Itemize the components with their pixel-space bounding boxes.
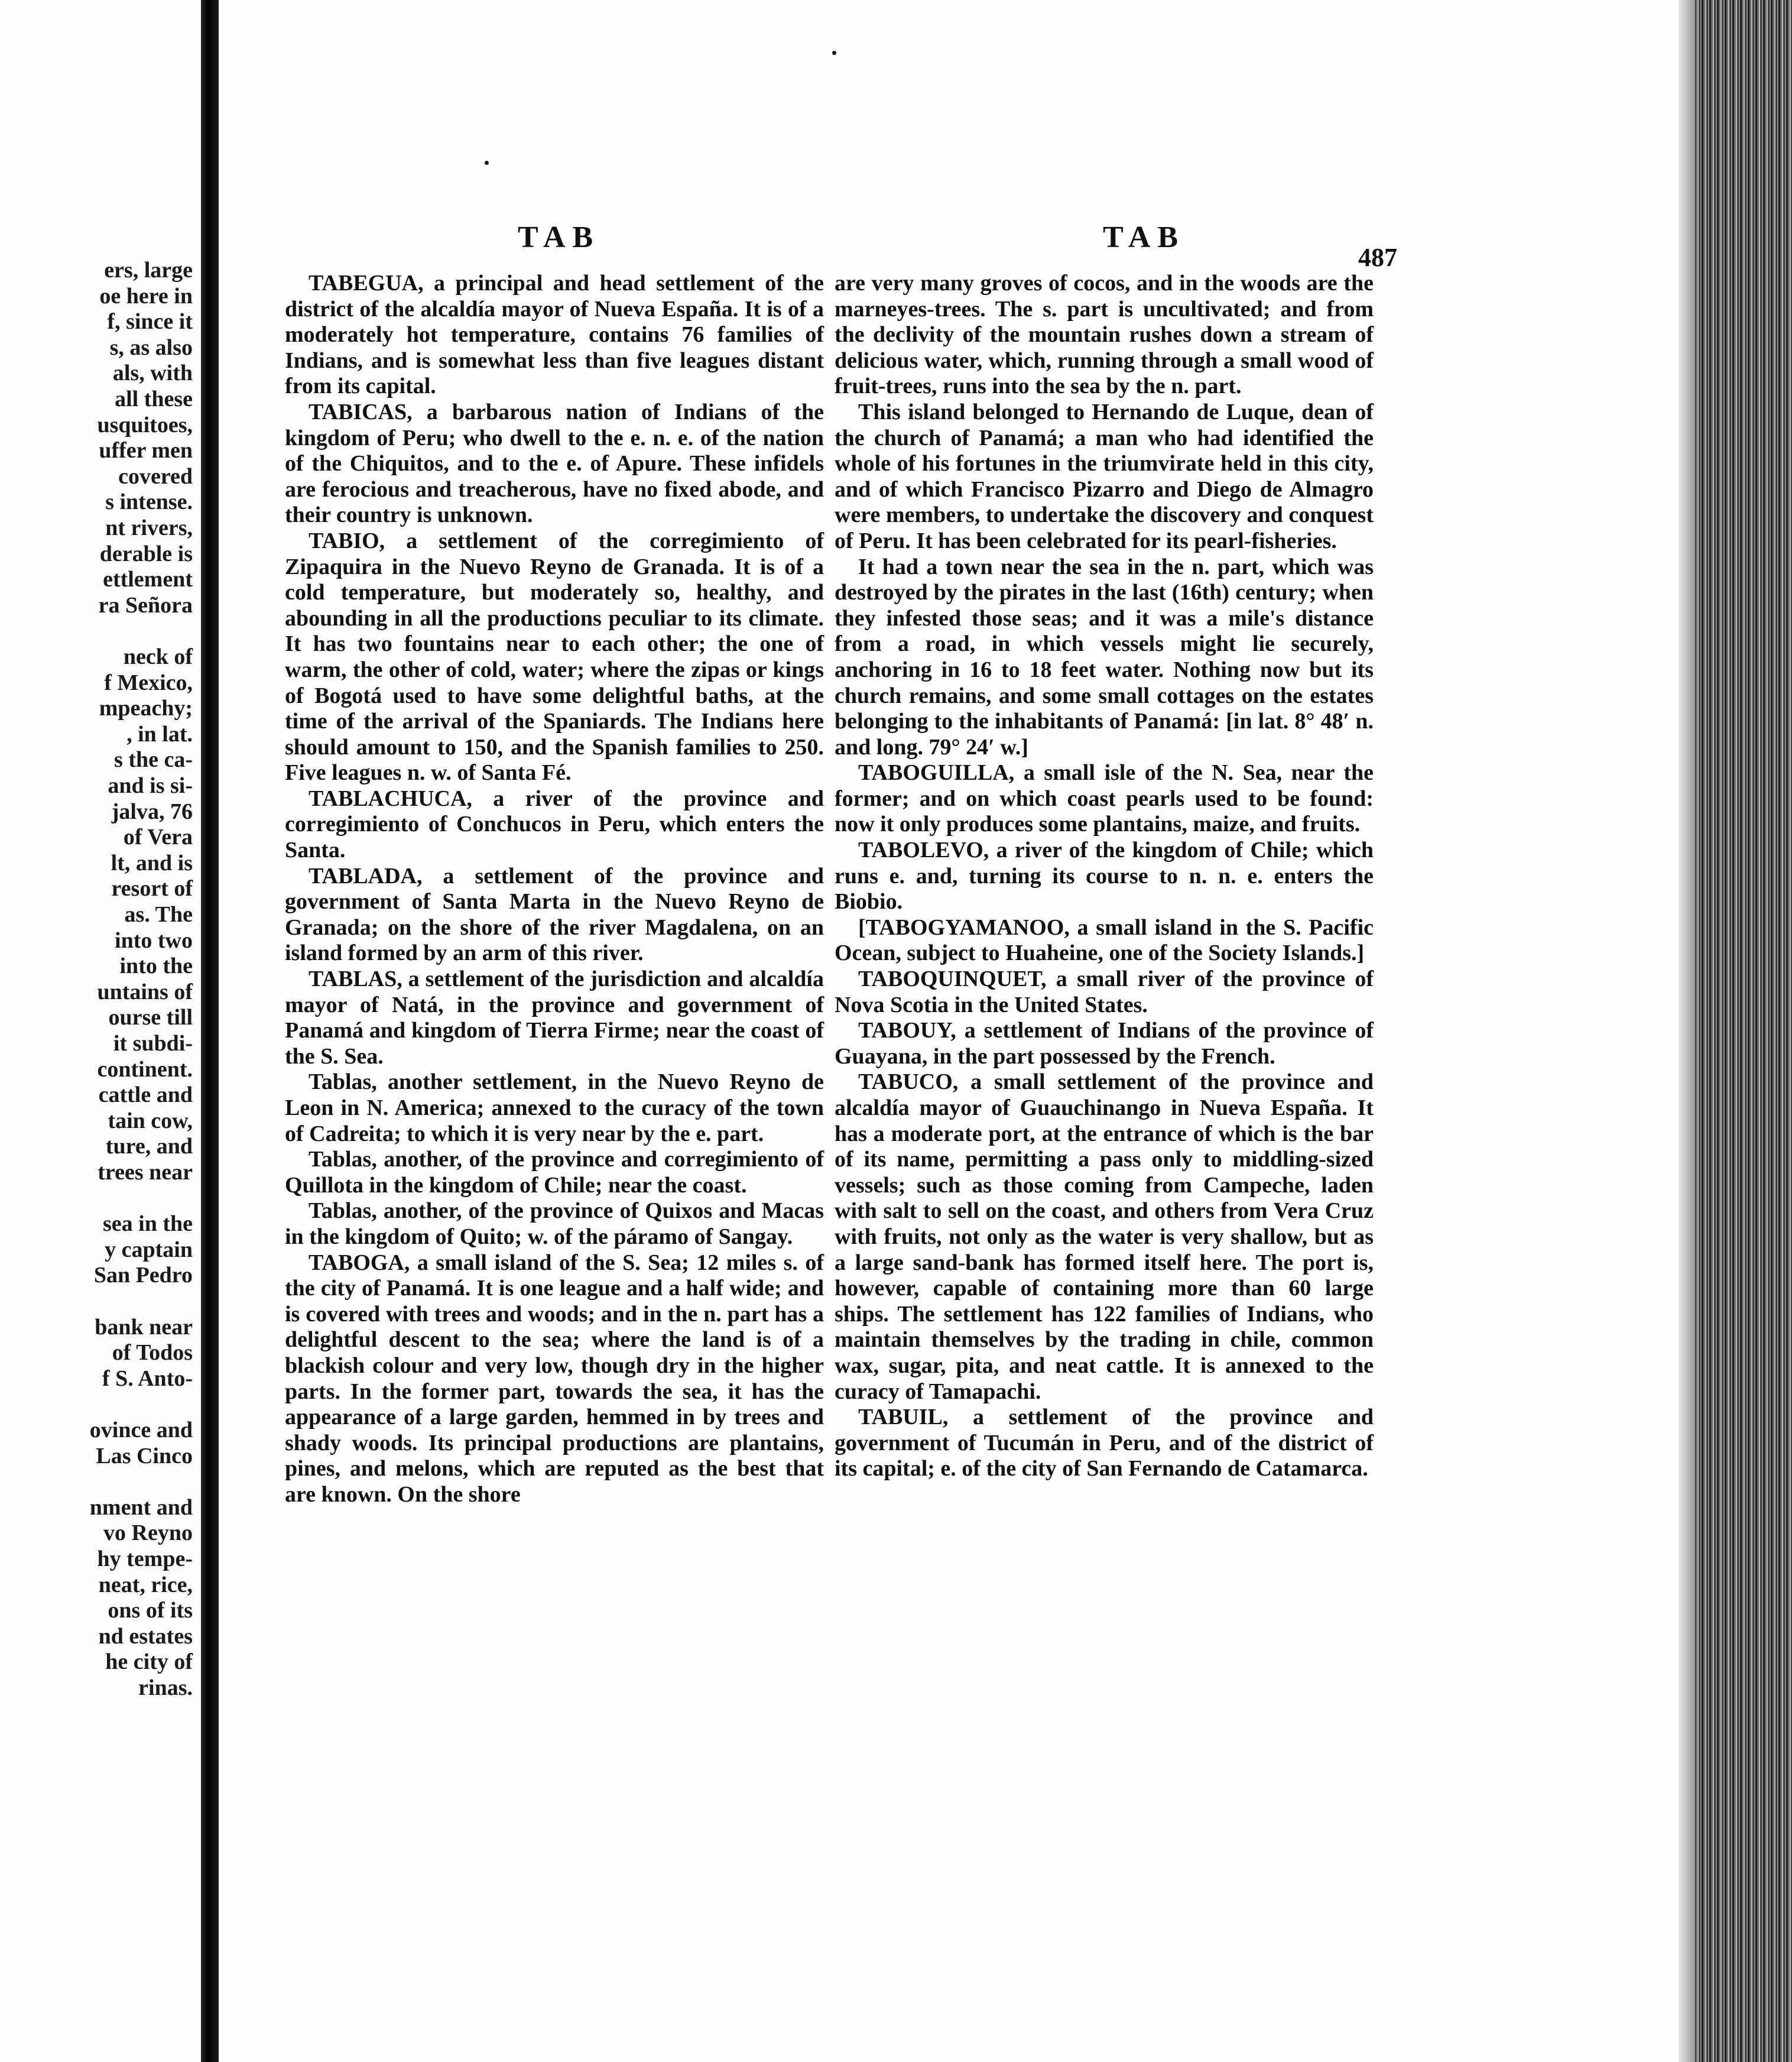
left-page-fragment: [0, 0, 201, 2062]
page-number: 487: [1358, 243, 1397, 272]
left-page-line: s the ca-: [114, 747, 193, 773]
left-page-line: rinas.: [138, 1675, 193, 1700]
entry-tablas: TABLAS, a settlement of the jurisdiction and alcaldía mayor of Natá, in the province and government of Panamá and kingdom of Tierra Firme; near the coast of the S. Sea.: [285, 967, 824, 1069]
left-column: [285, 271, 824, 1508]
entry-tabuco: TABUCO, a small settlement of the province and alcaldía mayor of Guauchinango in Nueva España. It has a moderate port, at the entrance of which is the bar of its name, permitting a pass only to middling-sized vessels; such as those coming from Campeche, laden with salt to sell on the coast, and others from Vera Cruz with fruits, not only as the water is very shallow, but as a large sand-bank has formed itself here. The port is, however, capable of containing more than 60 large ships. The settlement has 122 families of Indians, who maintain themselves by the trading in chile, common wax, sugar, pita, and neat cattle. It is annexed to the curacy of Tamapachi.: [835, 1069, 1374, 1404]
entry-tabuil: TABUIL, a settlement of the province and government of Tucumán in Peru, and of the district of its capital; e. of the city of San Fernando de Catamarca.: [835, 1405, 1374, 1481]
left-page-line: als, with: [112, 361, 193, 386]
left-page-line: into two: [115, 928, 193, 953]
left-page-line: nt rivers,: [105, 516, 193, 540]
entry-taboguilla: TABOGUILLA, a small isle of the N. Sea, near the former; and on which coast pearls used to be found: now it only produces some plantains, maize, and fruits.: [835, 760, 1374, 837]
left-page-line: ovince and: [89, 1418, 193, 1442]
left-page-line: of Vera: [123, 825, 193, 850]
left-page-line: f, since it: [107, 309, 193, 335]
right-column: [835, 271, 1374, 1482]
left-page-line: bank near: [95, 1314, 193, 1340]
left-page-line: s intense.: [105, 489, 193, 515]
entry-tablas-4: Tablas, another, of the province of Quixos and Macas in the kingdom of Quito; w. of the páramo of Sangay.: [285, 1198, 824, 1249]
left-page-line: oe here in: [99, 283, 193, 309]
running-head-left: TAB: [518, 221, 600, 254]
left-page-line: San Pedro: [93, 1263, 193, 1288]
left-page-line: resort of: [111, 876, 193, 902]
entry-tabouy: TABOUY, a settlement of Indians of the province of Guayana, in the part possessed by the French.: [835, 1018, 1374, 1069]
speck: [485, 161, 489, 165]
left-page-line: ourse till: [108, 1005, 193, 1030]
left-page-line: nd estates: [98, 1623, 193, 1649]
left-page-line: sea in the: [103, 1211, 193, 1237]
page-edges: [1679, 0, 1792, 2062]
left-page-line: , in lat.: [126, 721, 193, 747]
left-page-line: vo Reyno: [103, 1520, 193, 1546]
left-page-line: untains of: [97, 979, 193, 1004]
left-page-line: ettlement: [103, 567, 193, 592]
left-page-line: it subdi-: [113, 1031, 193, 1056]
left-page-line: mpeachy;: [99, 696, 193, 721]
left-page-line: neck of: [123, 644, 193, 669]
left-page-line: cattle and: [98, 1082, 193, 1108]
entry-tabolevo: TABOLEVO, a river of the kingdom of Chile; which runs e. and, turning its course to n. n. e. enters the Biobio.: [835, 838, 1374, 915]
left-page-line: of Todos: [112, 1340, 193, 1366]
entry-tablada: TABLADA, a settlement of the province and government of Santa Marta in the Nuevo Reyno de Granada; on the shore of the river Magdalena, on an island formed by an arm of this river.: [285, 863, 824, 966]
entry-tablas-3: Tablas, another, of the province and corregimiento of Quillota in the kingdom of Chile; near the coast.: [285, 1147, 824, 1198]
entry-tabogyamanoo: [TABOGYAMANOO, a small island in the S. Pacific Ocean, subject to Huaheine, one of the Society Islands.]: [835, 915, 1374, 966]
left-page-line: into the: [119, 954, 193, 979]
left-page-line: f Mexico,: [104, 670, 193, 695]
left-page-line: continent.: [97, 1056, 193, 1082]
left-page-line: f S. Anto-: [102, 1366, 193, 1391]
left-page-line: lt, and is: [111, 850, 193, 876]
left-page-line: ra Señora: [98, 592, 193, 618]
left-page-line: usquitoes,: [97, 412, 193, 437]
entry-taboga-history: This island belonged to Hernando de Luque, dean of the church of Panamá; a man who had identified the whole of his fortunes in the triumvirate held in this city, and of which Francisco Pizarro and Diego de Almagro were members, to undertake the discovery and conquest of Peru. It has been celebrated for its pearl-fisheries.: [835, 399, 1374, 553]
left-page-line: and is si-: [108, 773, 193, 798]
left-page-line: trees near: [98, 1160, 193, 1185]
left-page-line: covered: [118, 463, 193, 489]
left-page-line: all these: [115, 387, 193, 411]
entry-tablas-2: Tablas, another settlement, in the Nuevo Reyno de Leon in N. America; annexed to the curacy of the town of Cadreita; to which it is very near by the e. part.: [285, 1069, 824, 1146]
left-page-line: neat, rice,: [98, 1572, 193, 1597]
entry-tabicas: TABICAS, a barbarous nation of Indians of the kingdom of Peru; who dwell to the e. n. e. of the nation of the Chiquitos, and to the e. of Apure. These infidels are ferocious and treacherous, have no fixed abode, and their country is unknown.: [285, 399, 824, 528]
left-page-line: derable is: [99, 541, 193, 566]
left-page-line: ons of its: [108, 1598, 193, 1623]
left-page-line: Las Cinco: [96, 1443, 193, 1468]
left-page-line: hy tempe-: [97, 1546, 193, 1571]
book-gutter: [201, 0, 219, 2062]
running-head-right: TAB: [1103, 221, 1186, 254]
entry-taboga-cont: are very many groves of cocos, and in the woods are the marneyes-trees. The s. part is uncultivated; and from the declivity of the mountain rushes down a stream of delicious water, which, running through a small wood of fruit-trees, runs into the sea by the n. part.: [835, 271, 1374, 399]
entry-taboga-town: It had a town near the sea in the n. part, which was destroyed by the pirates in the last (16th) century; when they infested those seas; and it was a mile's distance from a road, in which vessels might lie securely, anchoring in 16 to 18 feet water. Nothing now but its church remains, and some small cottages on the estates belonging to the inhabitants of Panamá: [in lat. 8° 48′ n. and long. 79° 24′ w.]: [835, 554, 1374, 760]
speck: [832, 51, 836, 55]
left-page-line: as. The: [124, 902, 193, 927]
left-page-line: tain cow,: [108, 1108, 193, 1133]
left-page-line: nment and: [89, 1494, 193, 1520]
left-page-line: s, as also: [109, 335, 193, 360]
left-page-line: uffer men: [99, 438, 193, 463]
entry-tabegua: TABEGUA, a principal and head settlement of the district of the alcaldía mayor of Nueva España. It is of a moderately hot temperature, contains 76 families of Indians, and is somewhat less than five leagues distant from its capital.: [285, 271, 824, 399]
left-page-line: jalva, 76: [111, 799, 193, 824]
entry-taboga: TABOGA, a small island of the S. Sea; 12 miles s. of the city of Panamá. It is one league and a half wide; and is covered with trees and woods; and in the n. part has a delightful descent to the sea; where the land is of a blackish colour and very low, though dry in the higher parts. In the former part, towards the sea, it has the appearance of a large garden, hemmed in by trees and shady woods. Its principal productions are plantains, pines, and melons, which are reputed as the best that are known. On the shore: [285, 1250, 824, 1507]
entry-tabio: TABIO, a settlement of the corregimiento of Zipaquira in the Nuevo Reyno de Granada. It is of a cold temperature, but moderately so, healthy, and abounding in all the productions peculiar to its climate. It has two fountains near to each other; the one of warm, the other of cold, water; where the zipas or kings of Bogotá used to have some delightful baths, at the time of the arrival of the Spaniards. The Indians here should amount to 150, and the Spanish families to 250. Five leagues n. w. of Santa Fé.: [285, 528, 824, 786]
left-page-line: ture, and: [105, 1134, 193, 1159]
left-page-line: he city of: [105, 1649, 193, 1675]
left-page-line: ers, large: [104, 258, 193, 283]
entry-tablachuca: TABLACHUCA, a river of the province and corregimiento of Conchucos in Peru, which enters the Santa.: [285, 786, 824, 863]
left-page-line: y captain: [105, 1237, 193, 1262]
entry-taboquinquet: TABOQUINQUET, a small river of the province of Nova Scotia in the United States.: [835, 967, 1374, 1017]
